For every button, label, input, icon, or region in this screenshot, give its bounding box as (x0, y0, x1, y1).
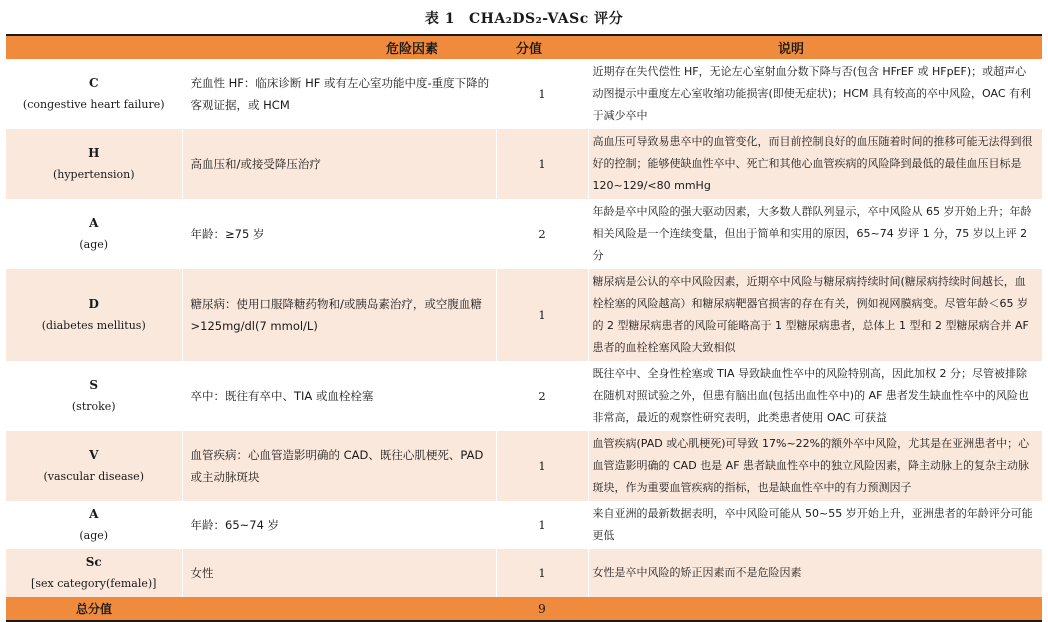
score-cell: 1 (496, 269, 588, 361)
table-title: CHA₂DS₂-VASc 评分 (468, 11, 624, 27)
risk-factor-cell (6, 199, 182, 269)
risk-factor-name: (age) (79, 238, 109, 251)
description-cell: 来自亚洲的最新数据表明，卒中风险可能从 50~55 岁开始上升，亚洲患者的年龄评分可能更低 (588, 501, 1042, 549)
risk-factor-cell (6, 361, 182, 431)
table-row (6, 361, 1042, 431)
risk-factor-abbr: A (89, 507, 99, 521)
table-row (6, 59, 1042, 129)
criterion-cell: 女性 (182, 549, 496, 597)
description-cell: 年龄是卒中风险的强大驱动因素，大多数人群队列显示，卒中风险从 65 岁开始上升；年龄相关风险是一个连续变量，但出于简单和实用的原因，65~74 岁评 1 分，75 岁以上评 2 分 (588, 199, 1042, 269)
description-cell: 既往卒中、全身性栓塞或 TIA 导致缺血性卒中的风险特别高，因此加权 2 分；尽管被排除在随机对照试验之外，但患有脑出血(包括出血性卒中)的 AF 患者发生缺血性卒中的风险也非常高，最近的观察性研究表明，此类患者使用 OAC 可获益 (588, 361, 1042, 431)
criterion-cell: 卒中：既往有卒中、TIA 或血栓栓塞 (182, 361, 496, 431)
score-cell: 1 (496, 501, 588, 549)
header-blank (6, 35, 182, 59)
score-cell: 2 (496, 361, 588, 431)
risk-factor-name: (hypertension) (52, 168, 135, 181)
table-caption (0, 8, 1048, 28)
table-row (6, 269, 1042, 361)
risk-factor-cell (6, 431, 182, 501)
risk-factor-cell (6, 129, 182, 199)
total-value: 9 (496, 597, 588, 621)
criterion-cell: 充血性 HF：临床诊断 HF 或有左心室功能中度-重度下降的客观证据，或 HCM (182, 59, 496, 129)
risk-factor-cell (6, 549, 182, 597)
score-cell: 1 (496, 431, 588, 501)
table-body (6, 59, 1042, 597)
risk-factor-name: (diabetes mellitus) (41, 319, 146, 332)
total-row (6, 597, 1042, 621)
risk-factor-abbr: V (89, 448, 99, 462)
table-row (6, 199, 1042, 269)
total-blank-2 (588, 597, 1042, 621)
score-cell: 1 (496, 549, 588, 597)
risk-factor-name: (vascular disease) (43, 470, 144, 483)
criterion-cell: 血管疾病：心血管造影明确的 CAD、既往心肌梗死、PAD 或主动脉斑块 (182, 431, 496, 501)
table-row (6, 501, 1042, 549)
criterion-cell: 年龄：≥75 岁 (182, 199, 496, 269)
header-row (6, 35, 1042, 59)
header-description: 说明 (588, 35, 1042, 59)
table-row (6, 549, 1042, 597)
score-cell: 1 (496, 59, 588, 129)
criterion-cell: 高血压和/或接受降压治疗 (182, 129, 496, 199)
description-cell: 近期存在失代偿性 HF，无论左心室射血分数下降与否(包含 HFrEF 或 HFpEF)；或超声心动图提示中重度左心室收缩功能损害(即使无症状)；HCM 具有较高的卒中风险，OAC 有利于减少卒中 (588, 59, 1042, 129)
cha2ds2-vasc-table (6, 34, 1042, 622)
header-criterion: 危险因素 (182, 35, 496, 59)
score-cell: 2 (496, 199, 588, 269)
table-number: 表 1 (424, 11, 455, 27)
description-cell: 糖尿病是公认的卒中风险因素，近期卒中风险与糖尿病持续时间(糖尿病持续时间越长，血栓栓塞的风险越高）和糖尿病靶器官损害的存在有关，例如视网膜病变。尽管年龄＜65 岁的 2 型糖尿病患者的风险可能略高于 1 型糖尿病患者，总体上 1 型和 2 型糖尿病合并 AF 患者的血栓栓塞风险大致相似 (588, 269, 1042, 361)
risk-factor-abbr: Sc (85, 555, 102, 569)
header-score: 分值 (496, 35, 588, 59)
table-row (6, 129, 1042, 199)
risk-factor-cell (6, 501, 182, 549)
risk-factor-name: (age) (79, 529, 109, 542)
total-blank (182, 597, 496, 621)
risk-factor-abbr: C (88, 76, 99, 90)
risk-factor-cell (6, 59, 182, 129)
description-cell: 血管疾病(PAD 或心肌梗死)可导致 17%~22%的额外卒中风险，尤其是在亚洲患者中；心血管造影明确的 CAD 也是 AF 患者缺血性卒中的独立风险因素，降主动脉上的复杂主动脉斑块，作为重要血管疾病的指标，也是缺血性卒中的有力预测因子 (588, 431, 1042, 501)
score-cell: 1 (496, 129, 588, 199)
table-row (6, 431, 1042, 501)
risk-factor-name: (stroke) (71, 400, 116, 413)
risk-factor-abbr: A (89, 216, 99, 230)
risk-factor-abbr: S (89, 378, 99, 392)
total-label: 总分值 (6, 597, 182, 621)
description-cell: 高血压可导致易患卒中的血管变化，而目前控制良好的血压随着时间的推移可能无法得到很好的控制；能够使缺血性卒中、死亡和其他心血管疾病的风险降到最低的最佳血压目标是 120~129/<80 mmHg (588, 129, 1042, 199)
criterion-cell: 年龄：65~74 岁 (182, 501, 496, 549)
criterion-cell: 糖尿病：使用口服降糖药物和/或胰岛素治疗，或空腹血糖>125mg/dl(7 mmol/L) (182, 269, 496, 361)
risk-factor-name: (congestive heart failure) (22, 98, 165, 111)
risk-factor-abbr: D (88, 297, 99, 311)
description-cell: 女性是卒中风险的矫正因素而不是危险因素 (588, 549, 1042, 597)
risk-factor-name: [sex category(female)] (31, 577, 157, 590)
risk-factor-cell (6, 269, 182, 361)
risk-factor-abbr: H (88, 146, 100, 160)
